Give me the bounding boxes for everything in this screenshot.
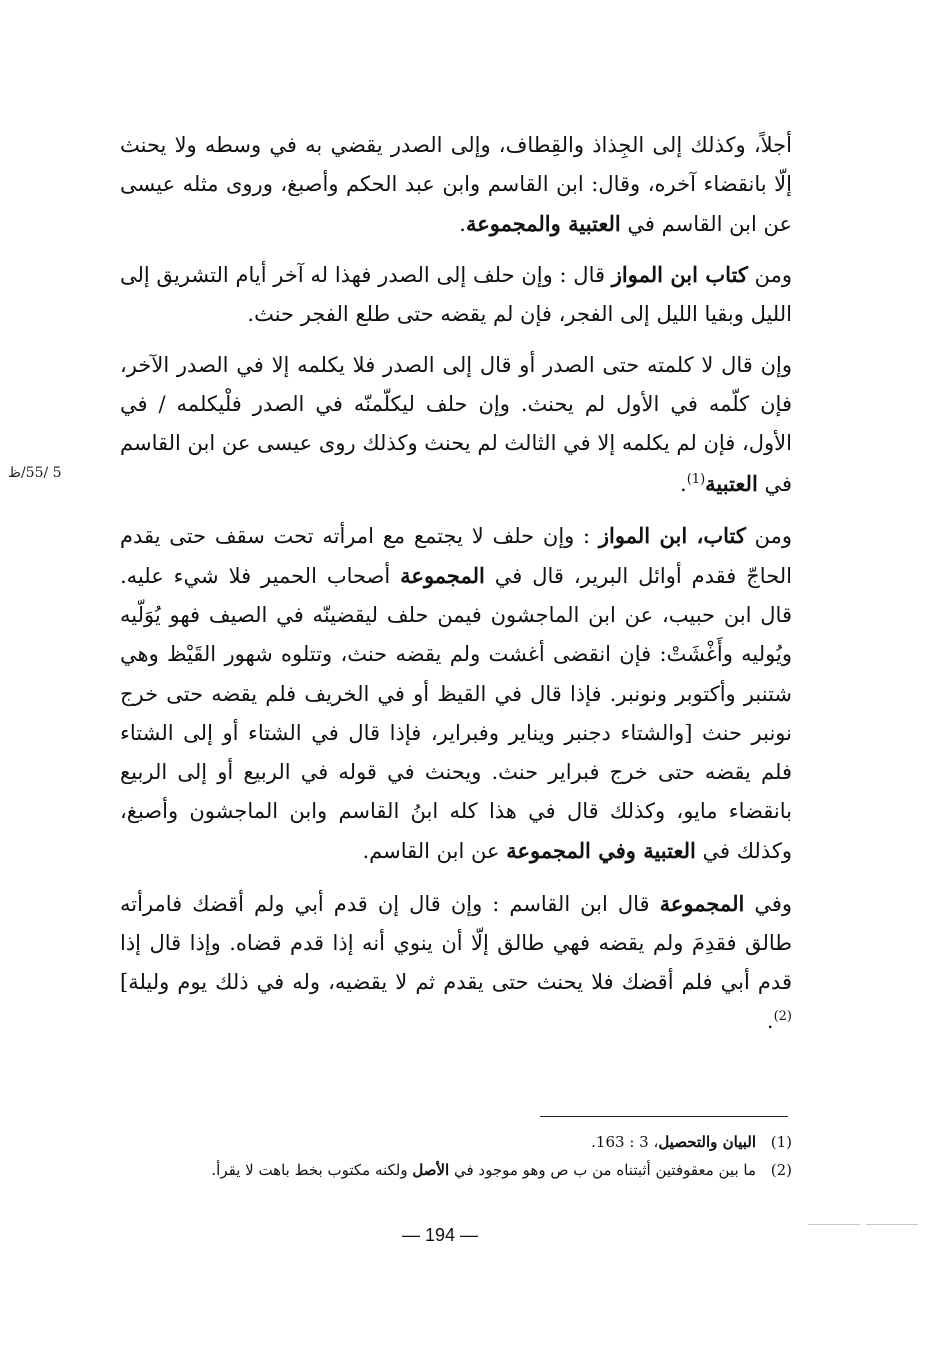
footnote-2 bbox=[120, 1156, 792, 1184]
footnote-book-title: البيان والتحصيل bbox=[658, 1133, 756, 1151]
book-title-ibn-mawaz-2: كتاب، ابن المواز bbox=[598, 522, 746, 548]
footnote-ref-1[interactable]: (1) bbox=[686, 471, 706, 487]
book-title-utbiya-majmua: العتبية والمجموعة bbox=[465, 211, 621, 237]
paragraph-5-start: وفي bbox=[744, 891, 793, 916]
book-title-majmua-2: المجموعة bbox=[659, 890, 745, 916]
manuscript-folio-note: 5 /55/ظ bbox=[8, 465, 62, 481]
book-title-utbiya-majmua-2: العتبية وفي المجموعة bbox=[506, 838, 696, 864]
scan-artifact-line bbox=[808, 1224, 860, 1225]
page-number: — 194 — bbox=[401, 1225, 479, 1245]
paragraph-2 bbox=[120, 255, 792, 334]
paragraph-1 bbox=[120, 126, 792, 245]
paragraph-3 bbox=[120, 346, 792, 504]
paragraph-2-start: ومن bbox=[747, 262, 792, 287]
main-text bbox=[120, 126, 792, 1053]
paragraph-4-end: عن ابن القاسم. bbox=[362, 839, 507, 864]
paragraph-2-text: قال : وإن حلف إلى الصدر فهذا له آخر أيام التشريق إلى الليل وبقيا الليل إلى الفجر، فإن لم يقضه حتى طلع الفجر حنث. bbox=[120, 262, 792, 326]
book-title-utbiya: العتبية bbox=[705, 470, 758, 496]
footnote-text bbox=[120, 1156, 756, 1184]
footnote-number: (2) bbox=[770, 1161, 792, 1179]
paragraph-3-text: وإن قال لا كلمته حتى الصدر أو قال إلى الصدر فلا يكلمه إلا في الصدر الآخر، فإن كلّمه في الأول لم يحنث. وإن حلف ليكلّمنّه في الصدر فلْيكلمه / في الأول، فإن لم يكلمه إلا في الثالث لم يحنث وكذلك روى عيسى عن ابن القاسم في bbox=[120, 353, 792, 496]
paragraph-4-text-a: : وإن حلف لا يجتمع مع امرأته تحت سقف حتى يقدم الحاجّ فقدم أوائل البرير، قال في bbox=[120, 523, 792, 589]
book-title-ibn-mawaz: كتاب ابن المواز bbox=[611, 261, 748, 287]
footnote-ref-2[interactable]: (2) bbox=[773, 1009, 792, 1025]
paragraph-5-end: . bbox=[766, 1009, 774, 1034]
paragraph-1-end: . bbox=[459, 212, 466, 237]
footnote-source-name: الأصل bbox=[412, 1161, 450, 1179]
book-title-majmua: المجموعة bbox=[400, 563, 485, 589]
footnote-1 bbox=[120, 1128, 792, 1156]
paragraph-4-start: ومن bbox=[745, 523, 792, 548]
paragraph-4 bbox=[120, 516, 792, 872]
footnote-text-b: ولكنه مكتوب بخط باهت لا يقرأ. bbox=[211, 1161, 413, 1179]
footnotes bbox=[120, 1128, 792, 1184]
paragraph-4-text-b: أصحاب الحمير فلا شيء عليه. قال ابن حبيب، عن ابن الماجشون فيمن حلف ليقضينّه في الصيف فهو يُوَلّيه ويُوليه وأَغْشَتْ: فإن انقضى أغشت ولم يقضه حنث، وتتلوه شهور القَيْظ وهي شتنبر وأكتوبر ونونبر. فإذا قال في القيظ أو في الخريف فلم يقضه حتى خرج نونبر حنث [والشتاء دجنبر ويناير وفبراير، فإذا قال في الشتاء أو إلى الشتاء فلم يقضه حتى خرج فبراير حنث. ويحنث في قوله في الربيع أو إلى الربيع بانقضاء مايو، وكذلك قال في هذا كله ابنُ القاسم وابن الماجشون وأصبغ، وكذلك في bbox=[120, 564, 792, 864]
footnote-number: (1) bbox=[770, 1133, 792, 1151]
paragraph-1-text: أجلاً، وكذلك إلى الجِذاذ والقِطاف، وإلى الصدر يقضي به في وسطه ولا يحنث إلّا بانقضاء آخره، وقال: ابن القاسم وابن عبد الحكم وأصبغ، وروى مثله عيسى عن ابن القاسم في bbox=[120, 133, 792, 237]
paragraph-5-text: قال ابن القاسم : وإن قال إن قدم أبي ولم أقضك فامرأته طالق فقدِمَ ولم يقضه فهي طالق إلّا أن ينوي أنه إذا قدم قضاه. وإذا قال إذا قدم أبي فلم أقضك فلا يحنث حتى يقدم ثم لا يقضيه، وله في ذلك يوم وليلة] bbox=[120, 891, 792, 995]
footnote-text bbox=[120, 1128, 756, 1156]
paragraph-3-end: . bbox=[680, 471, 687, 496]
paragraph-5 bbox=[120, 884, 792, 1042]
footnote-citation: ، 3 : 163. bbox=[591, 1133, 659, 1151]
scan-artifact-line bbox=[866, 1224, 918, 1225]
footnote-divider bbox=[540, 1116, 788, 1117]
footnote-text-a: ما بين معقوفتين أثبتناه من ب ص وهو موجود في bbox=[449, 1161, 756, 1179]
